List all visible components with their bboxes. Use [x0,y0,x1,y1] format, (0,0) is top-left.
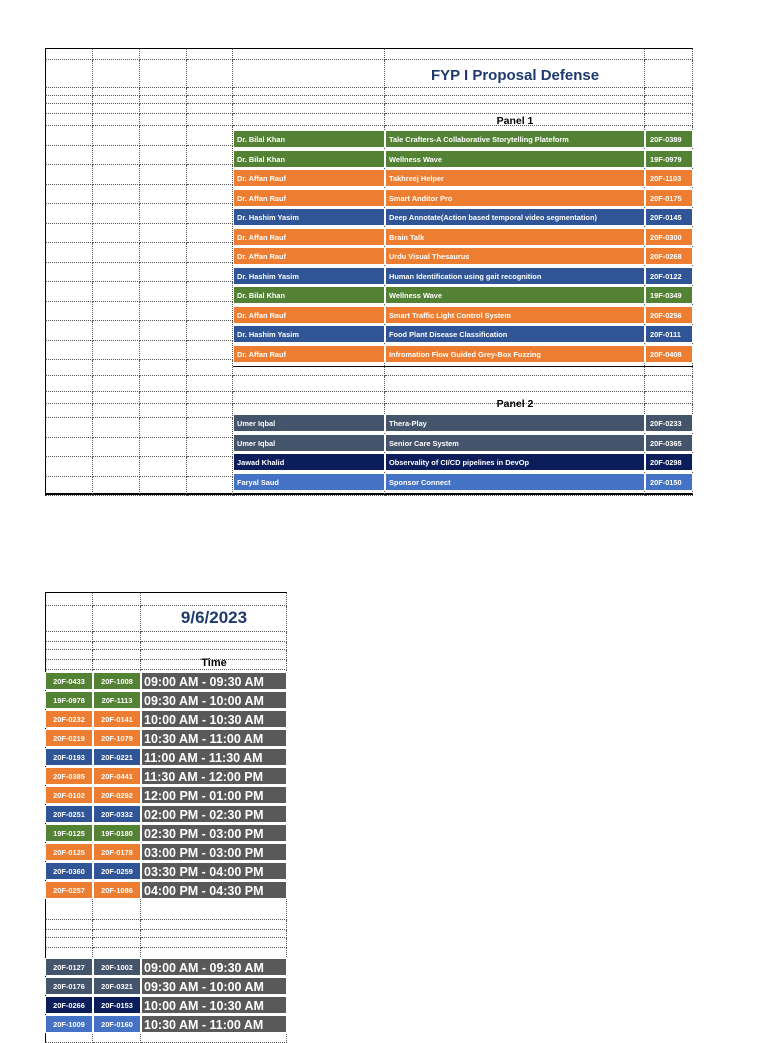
time-slot-cell: 10:00 AM - 10:30 AM [141,710,287,728]
grid-cell [645,60,693,88]
project-cell: Food Plant Disease Classification [385,325,645,343]
grid-cell [140,392,187,404]
grid-cell [140,185,187,205]
student-id-cell: 20F-0150 [645,473,693,491]
student-id-cell: 20F-0145 [645,208,693,226]
student-id-cell: 20F-0221 [93,748,141,766]
grid-cell [93,302,140,322]
project-cell: Infromation Flow Guided Grey-Box Fuzzing [385,345,645,363]
grid-cell [45,60,93,88]
grid-cell [45,302,93,322]
project-cell: Smart Traffic Light Control System [385,306,645,324]
grid-cell [45,898,93,920]
grid-cell [187,282,233,302]
time-slot-cell: 04:00 PM - 04:30 PM [141,881,287,899]
grid-cell [141,920,287,930]
grid-cell [187,477,233,497]
time-slot-cell: 09:00 AM - 09:30 AM [141,672,287,690]
project-cell: Wellness Wave [385,150,645,168]
grid-cell [233,88,385,96]
grid-cell [93,477,140,497]
grid-cell [187,457,233,477]
grid-cell [385,104,645,114]
table-row [233,150,693,168]
schedule-row [45,767,287,785]
student-id-cell: 19F-0979 [645,150,693,168]
table-row [233,325,693,343]
grid-cell [187,438,233,458]
grid-cell [93,88,140,96]
supervisor-cell: Dr. Affan Rauf [233,247,385,265]
grid-cell [93,660,141,670]
grid-cell [187,392,233,404]
table-row [233,208,693,226]
grid-cell [45,457,93,477]
grid-cell [187,104,233,114]
grid-cell [140,204,187,224]
supervisor-cell: Dr. Bilal Khan [233,130,385,148]
grid-cell [45,165,93,185]
grid-cell [93,632,141,642]
table-row [233,228,693,246]
supervisor-cell: Umer Iqbal [233,434,385,452]
schedule-row [45,1015,287,1033]
student-id-cell: 20F-0257 [45,881,93,899]
student-id-cell: 20F-0141 [93,710,141,728]
grid-cell [93,438,140,458]
grid-cell [187,60,233,88]
table-row [233,414,693,432]
grid-cell [140,321,187,341]
student-id-cell: 20F-0266 [45,996,93,1014]
grid-cell [187,126,233,146]
grid-cell [93,165,140,185]
grid-cell [187,376,233,392]
supervisor-cell: Dr. Affan Rauf [233,169,385,187]
grid-cell [187,146,233,166]
schedule-row [45,672,287,690]
schedule-row [45,862,287,880]
student-id-cell: 20F-0175 [645,189,693,207]
grid-cell [187,114,233,126]
grid-cell [233,96,385,104]
grid-cell [45,632,93,642]
grid-cell [93,930,141,938]
student-id-cell: 20F-1103 [645,169,693,187]
grid-cell [140,224,187,244]
grid-cell [187,404,233,418]
project-cell: Takhreej Helper [385,169,645,187]
student-id-cell: 20F-0102 [45,786,93,804]
grid-cell [187,224,233,244]
student-id-cell: 20F-0441 [93,767,141,785]
student-id-cell: 20F-0125 [45,843,93,861]
grid-cell [140,88,187,96]
schedule-row [45,843,287,861]
grid-cell [93,243,140,263]
student-id-cell: 19F-0125 [45,824,93,842]
grid-cell [93,104,140,114]
grid-cell [140,477,187,497]
grid-cell [45,88,93,96]
grid-cell [45,48,93,60]
table-row [233,286,693,304]
student-id-cell: 20F-0193 [45,748,93,766]
sheet-title: FYP I Proposal Defense [430,67,600,84]
panel-divider [233,366,693,367]
grid-cell [645,88,693,96]
schedule-row [45,729,287,747]
grid-cell [45,930,93,938]
time-slot-cell: 11:30 AM - 12:00 PM [141,767,287,785]
grid-cell [140,263,187,283]
grid-cell [645,392,693,404]
schedule-row [45,710,287,728]
grid-cell [140,438,187,458]
grid-cell [45,404,93,418]
time-slot-cell: 09:00 AM - 09:30 AM [141,958,287,976]
grid-cell [45,418,93,438]
student-id-cell: 20F-0408 [645,345,693,363]
grid-cell [45,920,93,930]
grid-cell [45,376,93,392]
schedule-row [45,996,287,1014]
grid-cell [93,404,140,418]
panel-2-label: Panel 2 [496,398,534,410]
student-id-cell: 20F-1002 [93,958,141,976]
schedule-row [45,977,287,995]
project-cell: Wellness Wave [385,286,645,304]
supervisor-cell: Dr. Hashim Yasim [233,267,385,285]
grid-cell [645,104,693,114]
grid-cell [140,360,187,376]
grid-cell [141,632,287,642]
grid-cell [233,104,385,114]
supervisor-cell: Dr. Bilal Khan [233,150,385,168]
grid-cell [141,930,287,938]
student-id-cell: 20F-0122 [645,267,693,285]
schedule-row [45,748,287,766]
time-slot-cell: 11:00 AM - 11:30 AM [141,748,287,766]
student-id-cell: 20F-0233 [645,414,693,432]
grid-cell [45,360,93,376]
grid-cell [140,165,187,185]
grid-cell [45,592,93,606]
grid-cell [140,60,187,88]
grid-cell [140,146,187,166]
student-id-cell: 20F-0153 [93,996,141,1014]
grid-cell [93,114,140,126]
project-cell: Tale Crafters-A Collaborative Storytelling Plateform [385,130,645,148]
grid-cell [233,60,385,88]
supervisor-cell: Dr. Affan Rauf [233,345,385,363]
student-id-cell: 20F-0127 [45,958,93,976]
grid-cell [187,341,233,361]
grid-cell [45,660,93,670]
grid-cell [385,96,645,104]
schedule-row [45,691,287,709]
supervisor-cell: Dr. Affan Rauf [233,189,385,207]
student-id-cell: 20F-0251 [45,805,93,823]
grid-cell [187,185,233,205]
project-cell: Sponsor Connect [385,473,645,491]
time-slot-cell: 12:00 PM - 01:00 PM [141,786,287,804]
table-row [233,434,693,452]
time-slot-cell: 10:30 AM - 11:00 AM [141,729,287,747]
student-id-cell: 20F-0332 [93,805,141,823]
grid-cell [140,104,187,114]
grid-cell [93,392,140,404]
grid-cell [141,938,287,948]
grid-cell [45,650,93,660]
grid-cell [93,224,140,244]
grid-cell [93,592,141,606]
grid-cell [645,48,693,60]
table-row [233,306,693,324]
grid-cell [45,243,93,263]
student-id-cell: 19F-0978 [45,691,93,709]
schedule-row [45,958,287,976]
supervisor-cell: Dr. Affan Rauf [233,228,385,246]
panel-1-label: Panel 1 [496,115,534,127]
project-cell: Observality of CI/CD pipelines in DevOp [385,453,645,471]
table-row [233,169,693,187]
grid-cell [45,642,93,650]
grid-cell [140,126,187,146]
grid-cell [45,204,93,224]
grid-cell [93,185,140,205]
student-id-cell: 20F-0111 [645,325,693,343]
grid-cell [93,650,141,660]
grid-cell [233,114,385,126]
student-id-cell: 20F-0389 [645,130,693,148]
grid-cell [93,146,140,166]
grid-cell [385,48,645,60]
student-id-cell: 20F-1113 [93,691,141,709]
grid-cell [187,321,233,341]
supervisor-cell: Dr. Bilal Khan [233,286,385,304]
grid-cell [93,341,140,361]
schedule-row [45,805,287,823]
grid-cell [93,96,140,104]
project-cell: Brain Talk [385,228,645,246]
student-id-cell: 20F-0268 [645,247,693,265]
grid-cell [187,48,233,60]
grid-cell [141,898,287,920]
grid-cell [93,938,141,948]
schedule-row [45,786,287,804]
grid-cell [93,263,140,283]
student-id-cell: 20F-0433 [45,672,93,690]
student-id-cell: 20F-0160 [93,1015,141,1033]
grid-cell [140,341,187,361]
schedule-date: 9/6/2023 [180,608,248,627]
grid-cell [140,48,187,60]
supervisor-cell: Jawad Khalid [233,453,385,471]
grid-cell [93,920,141,930]
schedule-sheet [45,592,287,1032]
student-id-cell: 20F-0298 [645,453,693,471]
grid-cell [93,60,140,88]
student-id-cell: 19F-0349 [645,286,693,304]
grid-cell [45,185,93,205]
grid-cell [140,376,187,392]
student-id-cell: 20F-1008 [93,672,141,690]
grid-cell [645,96,693,104]
grid-cell [140,282,187,302]
student-id-cell: 20F-0232 [45,710,93,728]
student-id-cell: 20F-0360 [45,862,93,880]
grid-cell [187,302,233,322]
grid-cell [187,263,233,283]
time-slot-cell: 09:30 AM - 10:00 AM [141,977,287,995]
supervisor-cell: Dr. Hashim Yasim [233,325,385,343]
table-row [233,345,693,363]
grid-cell [187,88,233,96]
student-id-cell: 20F-0259 [93,862,141,880]
table-row [233,453,693,471]
grid-cell [187,204,233,224]
grid-cell [187,418,233,438]
grid-cell [141,592,287,606]
table-row [233,189,693,207]
grid-cell [187,243,233,263]
grid-cell [187,360,233,376]
grid-cell [93,360,140,376]
student-id-cell: 20F-0321 [93,977,141,995]
proposal-defense-sheet [45,48,693,495]
student-id-cell: 20F-1079 [93,729,141,747]
grid-cell [93,898,141,920]
table-row [233,247,693,265]
student-id-cell: 20F-0176 [45,977,93,995]
time-slot-cell: 10:00 AM - 10:30 AM [141,996,287,1014]
student-id-cell: 20F-1086 [93,881,141,899]
table-row [233,473,693,491]
grid-cell [93,48,140,60]
table-row [233,267,693,285]
grid-cell [45,321,93,341]
grid-cell [45,477,93,497]
grid-cell [187,96,233,104]
student-id-cell: 20F-0256 [645,306,693,324]
grid-cell [140,404,187,418]
time-column-header: Time [201,657,227,669]
time-slot-cell: 10:30 AM - 11:00 AM [141,1015,287,1033]
grid-cell [140,96,187,104]
grid-cell [93,457,140,477]
time-slot-cell: 09:30 AM - 10:00 AM [141,691,287,709]
grid-cell [93,376,140,392]
grid-cell [141,642,287,650]
grid-cell [45,114,93,126]
grid-cell [45,392,93,404]
grid-cell [93,282,140,302]
student-id-cell: 20F-0385 [45,767,93,785]
grid-cell [45,438,93,458]
grid-cell [45,146,93,166]
grid-cell [45,126,93,146]
grid-cell [45,606,93,632]
student-id-cell: 20F-0300 [645,228,693,246]
grid-cell [233,392,385,404]
student-id-cell: 20F-0292 [93,786,141,804]
time-slot-cell: 02:00 PM - 02:30 PM [141,805,287,823]
project-cell: Deep Annotate(Action based temporal video segmentation) [385,208,645,226]
grid-cell [93,418,140,438]
grid-cell [233,376,385,392]
student-id-cell: 19F-0180 [93,824,141,842]
supervisor-cell: Umer Iqbal [233,414,385,432]
schedule-row [45,824,287,842]
grid-cell [140,457,187,477]
grid-cell [93,204,140,224]
project-cell: Smart Anditor Pro [385,189,645,207]
student-id-cell: 20F-0365 [645,434,693,452]
project-cell: Urdu Visual Thesaurus [385,247,645,265]
grid-cell [140,243,187,263]
supervisor-cell: Dr. Hashim Yasim [233,208,385,226]
grid-cell [385,376,645,392]
grid-cell [45,104,93,114]
schedule-row [45,881,287,899]
grid-cell [140,114,187,126]
grid-cell [45,224,93,244]
grid-cell [93,606,141,632]
grid-cell [93,642,141,650]
grid-cell [45,341,93,361]
project-cell: Human Identification using gait recognition [385,267,645,285]
grid-cell [187,165,233,185]
grid-cell [385,88,645,96]
grid-cell [45,938,93,948]
time-slot-cell: 03:30 PM - 04:00 PM [141,862,287,880]
student-id-cell: 20F-0219 [45,729,93,747]
grid-cell [93,126,140,146]
grid-cell [93,321,140,341]
grid-cell [645,376,693,392]
time-slot-cell: 02:30 PM - 03:00 PM [141,824,287,842]
supervisor-cell: Faryal Saud [233,473,385,491]
grid-cell [45,282,93,302]
supervisor-cell: Dr. Affan Rauf [233,306,385,324]
grid-cell [645,114,693,126]
table-row [233,130,693,148]
grid-cell [45,96,93,104]
project-cell: Thera-Play [385,414,645,432]
grid-cell [140,418,187,438]
project-cell: Senior Care System [385,434,645,452]
student-id-cell: 20F-1009 [45,1015,93,1033]
grid-cell [140,302,187,322]
student-id-cell: 20F-0178 [93,843,141,861]
time-slot-cell: 03:00 PM - 03:00 PM [141,843,287,861]
grid-cell [45,263,93,283]
grid-cell [233,48,385,60]
